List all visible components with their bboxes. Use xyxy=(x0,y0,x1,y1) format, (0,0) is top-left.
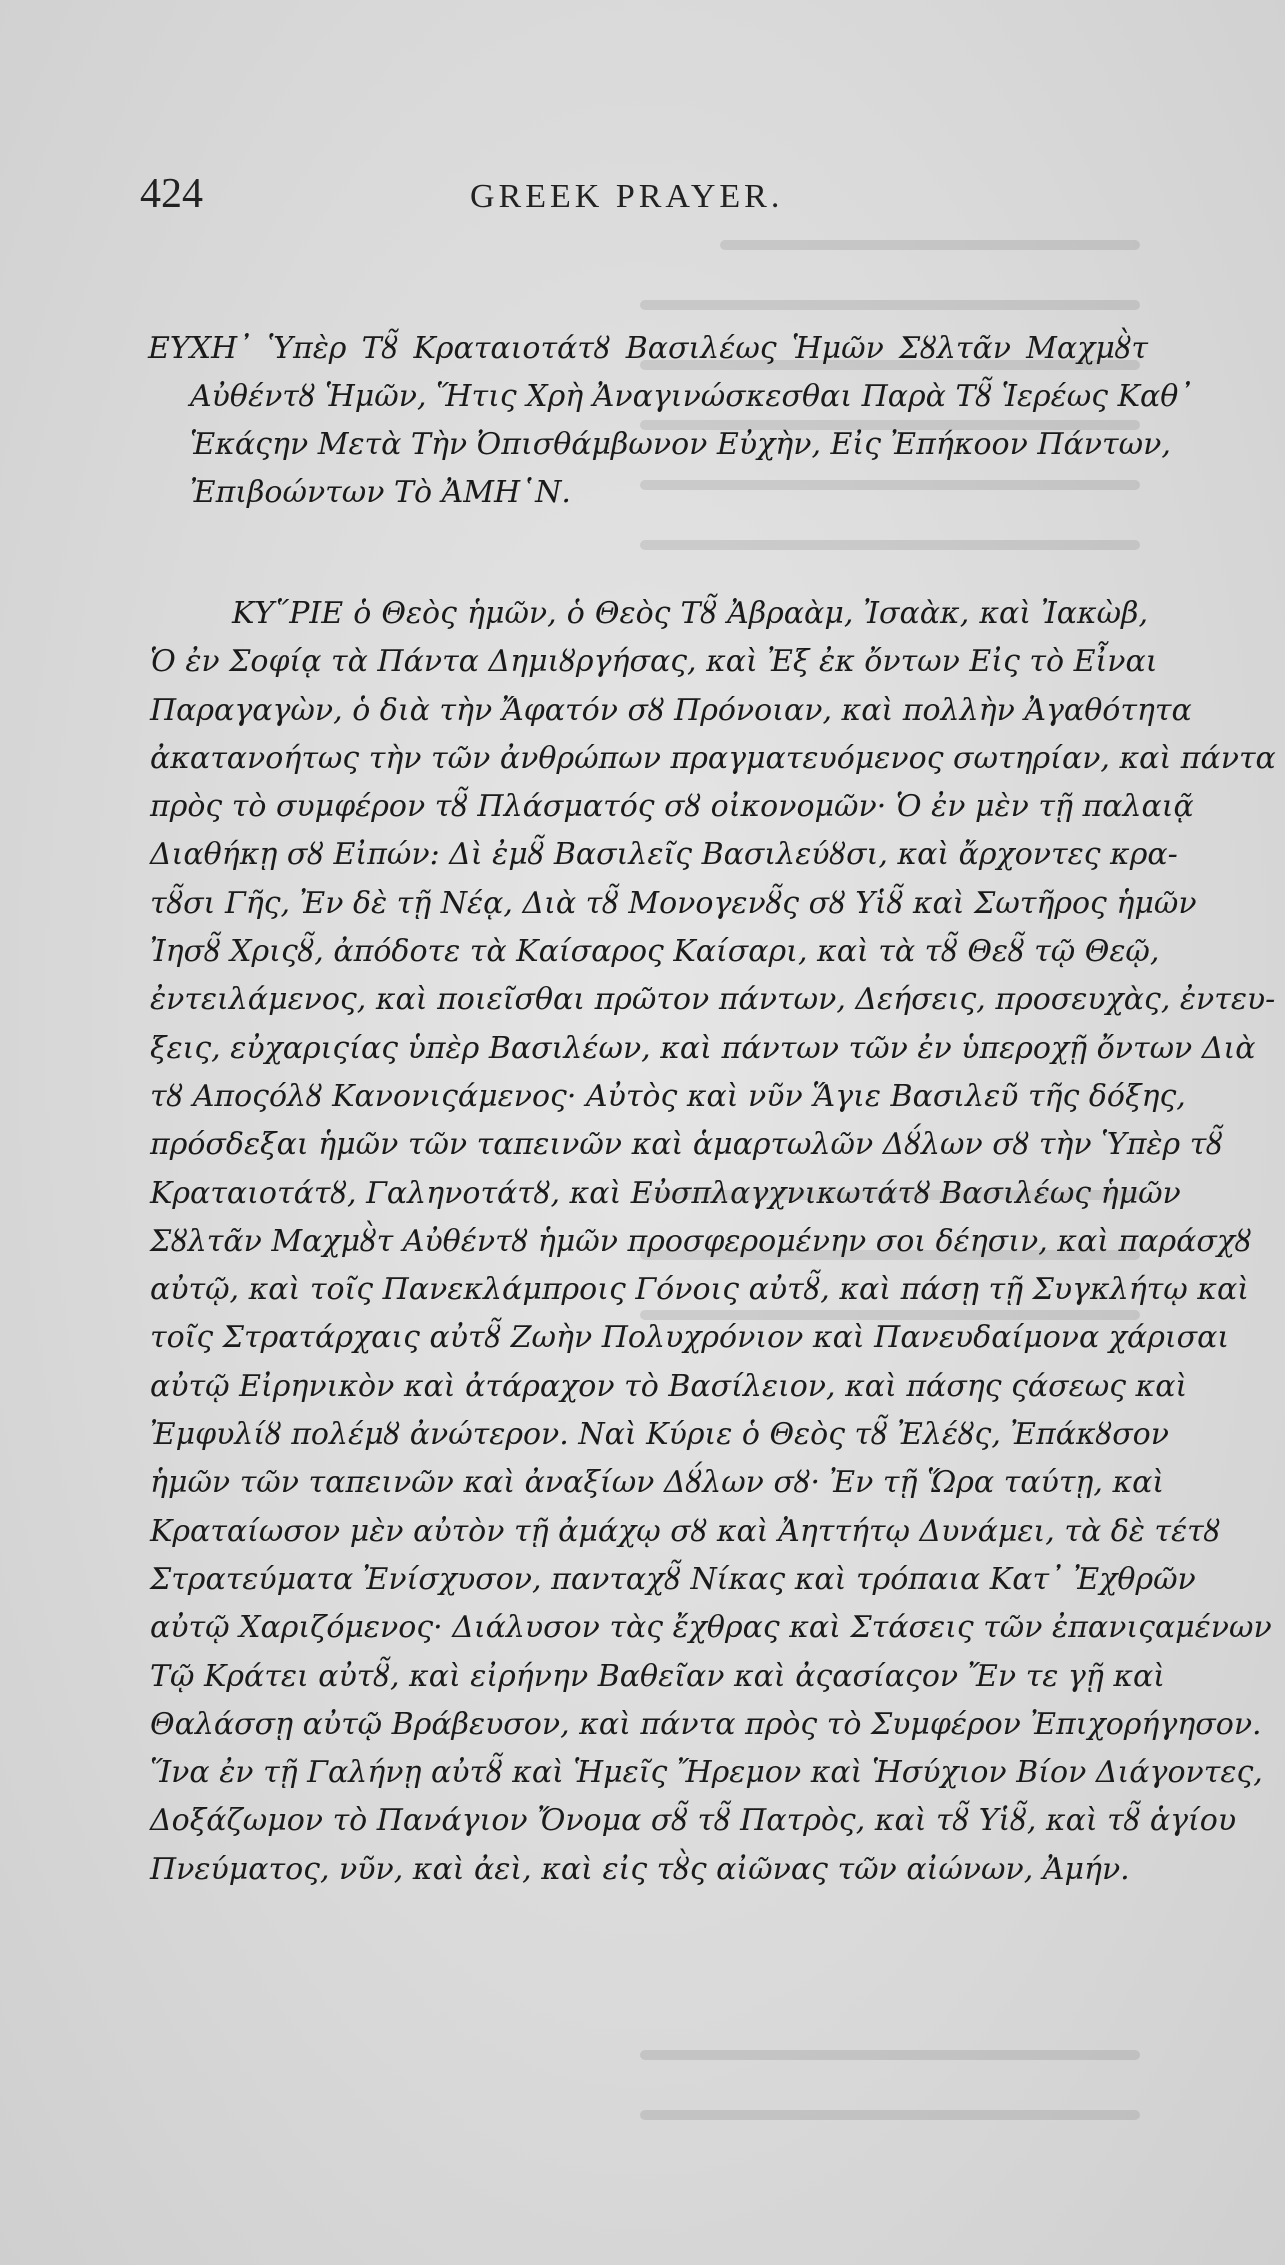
body-line: Ἰησȣ̃ Χριςȣ̃, ἀπόδοτε τὰ Καίσαρος Καίσαρι, καὶ τὰ τȣ̃ Θεȣ̃ τῷ Θεῷ, xyxy=(150,934,1160,970)
page-header xyxy=(140,170,1150,230)
heading-line: ΕΥΧΗ᾽ Ὑπὲρ Τȣ̃ Κραταιοτάτȣ Βασιλέως Ἡμῶν Σȣλτᾶν Μαχμȣ̀τ xyxy=(148,331,1148,366)
body-line: Κραταιοτάτȣ, Γαληνοτάτȣ, καὶ Εὐσπλαγχνικωτάτȣ Βασιλέως ἡμῶν xyxy=(150,1175,1181,1211)
body-line: τȣ Αποςόλȣ Κανονιςάμενος· Αὐτὸς καὶ νῦν Ἅγιε Βασιλεῦ τῆς δόξης, xyxy=(150,1078,1186,1114)
body-line: Διαθήκῃ σȣ Εἰπών: Δὶ ἐμȣ̃ Βασιλεῖς Βασιλεύȣσι, καὶ ἄρχοντες κρα- xyxy=(150,837,1178,873)
body-line: Δοξάζωμον τὸ Πανάγιον Ὄνομα σȣ̃ τȣ̃ Πατρὸς, καὶ τȣ̃ Υἱȣ̃, καὶ τȣ̃ ἁγίου xyxy=(150,1803,1237,1839)
running-head: GREEK PRAYER. xyxy=(470,178,784,215)
body-line: ἀκατανοήτως τὴν τῶν ἀνθρώπων πραγματευόμενος σωτηρίαν, καὶ πάντα xyxy=(150,740,1276,776)
body-line: ξεις, εὐχαριςίας ὑπὲρ Βασιλέων, καὶ πάντων τῶν ἐν ὑπεροχῇ ὄντων Διὰ xyxy=(150,1030,1256,1066)
prayer-body xyxy=(150,590,1276,1894)
body-line: τȣ̃σι Γῆς, Ἐν δὲ τῇ Νέᾳ, Διὰ τȣ̃ Μονογενȣ̃ς σȣ Υἱȣ̃ καὶ Σωτῆρος ἡμῶν xyxy=(150,885,1197,921)
body-line: Ὁ ἐν Σοφίᾳ τὰ Πάντα Δημιȣργήσας, καὶ Ἐξ ἐκ ὄντων Εἰς τὸ Εἶναι xyxy=(150,644,1158,680)
body-line: Στρατεύματα Ἐνίσχυσον, πανταχȣ̃ Νίκας καὶ τρόπαια Κατ᾽ Ἐχθρῶν xyxy=(150,1561,1196,1597)
heading-line: Ἐπιβοώντων Τὸ ἈΜΗ῾Ν. xyxy=(190,475,571,510)
body-line: Ἵνα ἐν τῇ Γαλήνῃ αὐτȣ̃ καὶ Ἡμεῖς Ἤρεμον καὶ Ἡσύχιον Βίον Διάγοντες, xyxy=(150,1755,1263,1791)
heading-line: Ἑκάςην Μετὰ Τὴν Ὀπισθάμβωνον Εὐχὴν, Εἰς Ἐπήκοον Πάντων, xyxy=(190,427,1171,462)
body-line: ἡμῶν τῶν ταπεινῶν καὶ ἀναξίων Δȣ́λων σȣ· Ἐν τῇ Ὥρα ταύτῃ, καὶ xyxy=(150,1465,1165,1501)
body-line: Θαλάσσῃ αὐτῷ Βράβευσον, καὶ πάντα πρὸς τὸ Συμφέρον Ἐπιχορήγησον. xyxy=(150,1706,1262,1742)
body-line: Πνεύματος, νῦν, καὶ ἀεὶ, καὶ εἰς τȣ̀ς αἰῶνας τῶν αἰώνων, Ἀμήν. xyxy=(150,1851,1130,1887)
body-line: πρὸς τὸ συμφέρον τȣ̃ Πλάσματός σȣ οἰκονομῶν· Ὁ ἐν μὲν τῇ παλαιᾷ xyxy=(150,789,1194,825)
body-line: Τῷ Κράτει αὐτȣ̃, καὶ εἰρήνην Βαθεῖαν καὶ ἀςασίαςον Ἔν τε γῇ καὶ xyxy=(150,1658,1166,1694)
body-line: αὐτῷ Χαριζόμενος· Διάλυσον τὰς ἔχθρας καὶ Στάσεις τῶν ἐπανιςαμένων xyxy=(150,1610,1272,1646)
body-line: Ἐμφυλίȣ πολέμȣ ἀνώτερον. Ναὶ Κύριε ὁ Θεὸς τȣ̃ Ἐλέȣς, Ἐπάκȣσον xyxy=(150,1417,1169,1453)
prayer-heading xyxy=(148,325,1194,517)
body-line: πρόσδεξαι ἡμῶν τῶν ταπεινῶν καὶ ἁμαρτωλῶν Δȣ́λων σȣ τὴν Ὑπὲρ τȣ̃ xyxy=(150,1127,1223,1163)
heading-line: Αὐθέντȣ Ἡμῶν, Ἥτις Χρὴ Ἀναγινώσκεσθαι Παρὰ Τȣ̃ Ἱερέως Καθ᾽ xyxy=(190,379,1194,414)
body-line: Παραγαγὼν, ὁ διὰ τὴν Ἄφατόν σȣ Πρόνοιαν, καὶ πολλὴν Ἀγαθότητα xyxy=(150,692,1192,728)
page-number: 424 xyxy=(140,171,203,217)
body-line: Κραταίωσον μὲν αὐτὸν τῇ ἀμάχῳ σȣ καὶ Ἀηττήτῳ Δυνάμει, τὰ δὲ τέτȣ xyxy=(150,1513,1221,1549)
body-line: ΚΥ῞ΡΙΕ ὁ Θεὸς ἡμῶν, ὁ Θεὸς Τȣ̃ Ἀβραὰμ, Ἰσαὰκ, καὶ Ἰακὼβ, xyxy=(232,596,1148,631)
body-line: ἐντειλάμενος, καὶ ποιεῖσθαι πρῶτον πάντων, Δεήσεις, προσευχὰς, ἐντευ- xyxy=(150,982,1276,1018)
body-line: αὐτῷ, καὶ τοῖς Πανεκλάμπροις Γόνοις αὐτȣ̃, καὶ πάσῃ τῇ Συγκλήτῳ καὶ xyxy=(150,1272,1249,1308)
body-line: τοῖς Στρατάρχαις αὐτȣ̃ Ζωὴν Πολυχρόνιον καὶ Πανευδαίμονα χάρισαι xyxy=(150,1320,1230,1356)
body-line: αὐτῷ Εἰρηνικὸν καὶ ἀτάραχον τὸ Βασίλειον, καὶ πάσης ςάσεως καὶ xyxy=(150,1368,1188,1404)
body-line: Σȣλτᾶν Μαχμȣ̀τ Αὐθέντȣ ἡμῶν προσφερομένην σοι δέησιν, καὶ παράσχȣ xyxy=(150,1223,1252,1259)
